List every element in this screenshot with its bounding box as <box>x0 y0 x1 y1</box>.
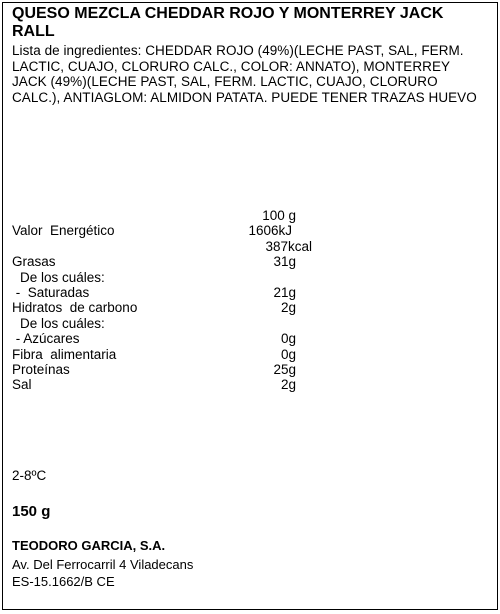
nutrient-row <box>12 254 312 269</box>
nutrient-row <box>12 270 312 285</box>
nutrient-label: Hidratos de carbono <box>12 300 138 316</box>
nutrient-value: 2g <box>280 300 296 316</box>
nutrient-row <box>12 285 312 300</box>
nutrient-value: 0g <box>280 331 296 347</box>
sanitary-registry: ES-15.1662/B CE <box>12 574 115 589</box>
nutrient-label: Grasas <box>12 254 56 270</box>
storage-temperature: 2-8ºC <box>12 468 47 483</box>
nutrient-row <box>12 300 312 315</box>
energy-kcal-row <box>12 239 312 254</box>
product-label <box>2 2 498 610</box>
nutrient-label: De los cuáles: <box>20 315 105 331</box>
energy-kj: 1606kJ <box>248 223 292 239</box>
nutrient-label: - Saturadas <box>12 284 90 300</box>
energy-row <box>12 223 312 238</box>
nutrient-label: Proteínas <box>12 361 70 377</box>
nutrient-label: Fibra alimentaria <box>12 346 117 362</box>
nutrition-table <box>12 208 312 393</box>
company-address: Av. Del Ferrocarril 4 Viladecans <box>12 557 194 572</box>
product-title: QUESO MEZCLA CHEDDAR ROJO Y MONTERREY JACK RALL <box>12 5 444 40</box>
nutrient-value: 2g <box>280 377 296 393</box>
nutrient-row <box>12 377 312 392</box>
nutrient-row <box>12 316 312 331</box>
nutrient-value: 0g <box>280 346 296 362</box>
nutrient-label: De los cuáles: <box>20 269 105 285</box>
nutrient-value: 25g <box>273 361 296 377</box>
nutrition-header-row <box>12 208 312 223</box>
nutrient-row <box>12 362 312 377</box>
nutrient-row <box>12 331 312 346</box>
nutrient-value: 21g <box>273 284 296 300</box>
energy-kcal: 387kcal <box>265 238 312 254</box>
nutrient-row <box>12 347 312 362</box>
net-weight: 150 g <box>12 503 51 520</box>
nutrient-label: - Azúcares <box>12 331 80 347</box>
company-name: TEODORO GARCIA, S.A. <box>12 538 166 553</box>
nutrition-header: 100 g <box>262 208 296 223</box>
ingredients-list: Lista de ingredientes: CHEDDAR ROJO (49%)(LECHE PAST, SAL, FERM. LACTIC, CUAJO, CLORURO CALC., COLOR: ANNATO), MONTERREY JACK (49%)(LECHE PAST, SAL, FERM. LACTIC, CUAJO, CLORURO CALC.), ANTIAGLOM: ALMIDON PATATA. PUEDE TENER TRAZAS HUEVO <box>12 43 477 105</box>
nutrient-value: 31g <box>273 254 296 270</box>
energy-label: Valor Energético <box>12 223 115 239</box>
nutrient-label: Sal <box>12 377 32 393</box>
